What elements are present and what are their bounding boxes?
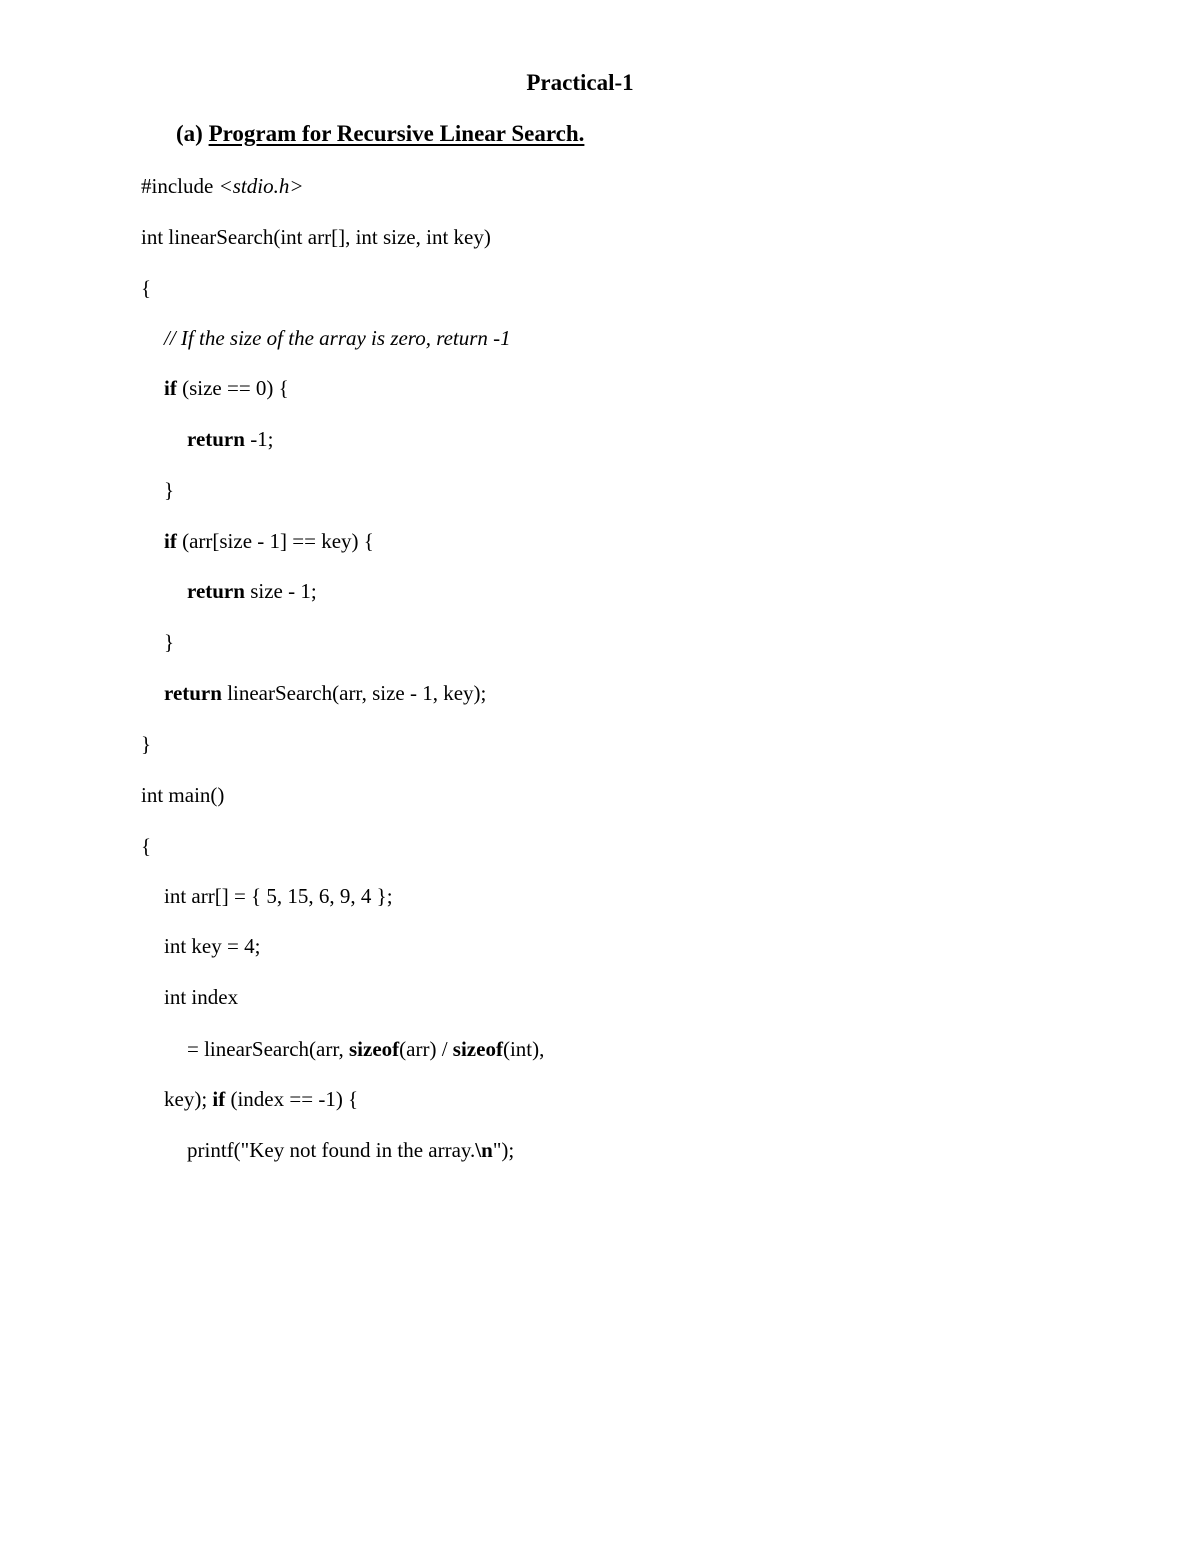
code-line-if-index bbox=[164, 1085, 358, 1113]
code-text: int linearSearch(int arr[], int size, int key) bbox=[141, 225, 491, 249]
keyword: if bbox=[164, 529, 177, 553]
code-text: int key = 4; bbox=[164, 934, 261, 958]
code-line-close-function bbox=[141, 730, 151, 758]
code-text: #include bbox=[141, 174, 219, 198]
section-heading bbox=[176, 121, 584, 147]
code-text: } bbox=[141, 732, 152, 756]
code-line-comment bbox=[164, 324, 511, 352]
code-line-if-size bbox=[164, 374, 289, 402]
code-line-printf bbox=[187, 1136, 514, 1164]
code-line-return-neg bbox=[187, 425, 274, 453]
code-text: (arr) / bbox=[399, 1037, 453, 1061]
code-line-include bbox=[141, 172, 304, 200]
code-line-function-signature bbox=[141, 223, 491, 251]
code-line-array-decl bbox=[164, 882, 393, 910]
code-text: (int), bbox=[502, 1037, 545, 1061]
code-text: size - 1; bbox=[244, 579, 317, 603]
code-text: int index bbox=[164, 985, 239, 1009]
code-line-index-decl bbox=[164, 983, 238, 1011]
code-text: (size == 0) { bbox=[176, 376, 289, 400]
section-label: (a) bbox=[176, 121, 203, 146]
header-name: <stdio.h> bbox=[218, 174, 304, 198]
code-text: } bbox=[164, 630, 175, 654]
page-title bbox=[0, 70, 1160, 96]
page-title-text: Practical-1 bbox=[526, 70, 634, 95]
code-text: printf("Key not found in the array. bbox=[187, 1138, 476, 1162]
code-text: -1; bbox=[244, 427, 274, 451]
code-line-main bbox=[141, 781, 224, 809]
code-text: "); bbox=[492, 1138, 515, 1162]
escape-sequence: \n bbox=[475, 1138, 493, 1162]
keyword: if bbox=[212, 1087, 226, 1111]
code-line-index-assign bbox=[187, 1035, 544, 1063]
keyword: if bbox=[164, 376, 177, 400]
code-line-open-brace bbox=[141, 274, 151, 302]
code-text: linearSearch(arr, size - 1, key); bbox=[221, 681, 487, 705]
code-line-close-brace-2 bbox=[164, 628, 174, 656]
keyword: sizeof bbox=[452, 1037, 503, 1061]
code-line-main-open-brace bbox=[141, 832, 151, 860]
keyword: sizeof bbox=[349, 1037, 400, 1061]
code-text: int main() bbox=[141, 783, 225, 807]
code-text: (index == -1) { bbox=[225, 1087, 359, 1111]
code-line-close-brace-1 bbox=[164, 476, 174, 504]
code-text: key); bbox=[164, 1087, 213, 1111]
section-title: Program for Recursive Linear Search. bbox=[208, 121, 585, 146]
code-line-if-key bbox=[164, 527, 374, 555]
code-text: { bbox=[141, 834, 152, 858]
code-text: } bbox=[164, 478, 175, 502]
code-line-key-decl bbox=[164, 932, 260, 960]
code-line-return-size bbox=[187, 577, 317, 605]
code-text: = linearSearch(arr, bbox=[187, 1037, 349, 1061]
keyword: return bbox=[187, 427, 245, 451]
code-text: { bbox=[141, 276, 152, 300]
code-text: int arr[] = { 5, 15, 6, 9, 4 }; bbox=[164, 884, 393, 908]
keyword: return bbox=[164, 681, 222, 705]
keyword: return bbox=[187, 579, 245, 603]
code-text: (arr[size - 1] == key) { bbox=[176, 529, 374, 553]
code-comment: // If the size of the array is zero, return -1 bbox=[164, 326, 511, 350]
code-line-return-recursive bbox=[164, 679, 486, 707]
